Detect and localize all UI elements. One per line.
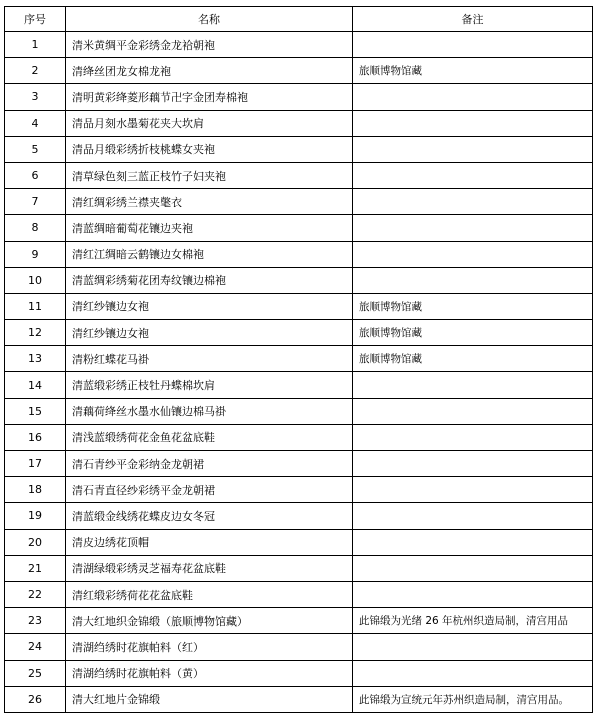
table-row <box>5 581 593 607</box>
row-name-cell: 清粉红蝶花马褂 <box>66 346 353 372</box>
row-name-cell: 清蓝缎彩绣正枝牡丹蝶棉坎肩 <box>66 372 353 398</box>
table-row <box>5 32 593 58</box>
row-name-cell: 清明黄彩绛菱形藕节卍字金团寿棉袍 <box>66 84 353 110</box>
row-name-cell: 清红缎彩绣荷花花盆底鞋 <box>66 581 353 607</box>
row-note-cell <box>353 424 593 450</box>
row-index-cell: 9 <box>5 241 66 267</box>
table-row <box>5 529 593 555</box>
row-note-cell: 此锦缎为光绪 26 年杭州织造局制，清宫用品 <box>353 608 593 634</box>
table-row <box>5 84 593 110</box>
row-name-cell: 清品月刻水墨菊花夹大坎肩 <box>66 110 353 136</box>
row-name-cell: 清大红地织金锦缎（旅顺博物馆藏） <box>66 608 353 634</box>
row-index-cell: 23 <box>5 608 66 634</box>
row-name-cell: 清红纱镶边女袍 <box>66 320 353 346</box>
table-body <box>5 32 593 713</box>
table-row <box>5 162 593 188</box>
row-note-cell: 旅顺博物馆藏 <box>353 58 593 84</box>
row-note-cell <box>353 136 593 162</box>
table-row <box>5 398 593 424</box>
row-note-cell <box>353 581 593 607</box>
row-name-cell: 清品月缎彩绣折枝桃蝶女夹袍 <box>66 136 353 162</box>
row-note-cell <box>353 241 593 267</box>
row-name-cell: 清米黄绸平金彩绣金龙袷朝袍 <box>66 32 353 58</box>
row-note-cell <box>353 162 593 188</box>
row-index-cell: 16 <box>5 424 66 450</box>
row-index-cell: 15 <box>5 398 66 424</box>
row-index-cell: 7 <box>5 189 66 215</box>
table-row <box>5 189 593 215</box>
header-name: 名称 <box>66 7 353 32</box>
table-row <box>5 136 593 162</box>
collection-table <box>4 6 593 713</box>
row-note-cell <box>353 555 593 581</box>
table-row <box>5 503 593 529</box>
row-index-cell: 1 <box>5 32 66 58</box>
row-name-cell: 清藕荷绛丝水墨水仙镶边棉马褂 <box>66 398 353 424</box>
row-index-cell: 13 <box>5 346 66 372</box>
row-note-cell <box>353 477 593 503</box>
row-name-cell: 清大红地片金锦缎 <box>66 686 353 712</box>
row-index-cell: 12 <box>5 320 66 346</box>
row-index-cell: 21 <box>5 555 66 581</box>
table-row <box>5 215 593 241</box>
table-row <box>5 555 593 581</box>
table-row <box>5 451 593 477</box>
table-row <box>5 477 593 503</box>
row-note-cell <box>353 267 593 293</box>
row-name-cell: 清湖绉绣时花旗帕料（黄） <box>66 660 353 686</box>
row-name-cell: 清石青纱平金彩纳金龙朝裙 <box>66 451 353 477</box>
row-note-cell: 旅顺博物馆藏 <box>353 346 593 372</box>
row-index-cell: 6 <box>5 162 66 188</box>
row-name-cell: 清草绿色刻三蓝正枝竹子妇夹袍 <box>66 162 353 188</box>
row-note-cell <box>353 529 593 555</box>
row-index-cell: 8 <box>5 215 66 241</box>
table-row <box>5 241 593 267</box>
row-note-cell <box>353 372 593 398</box>
row-index-cell: 26 <box>5 686 66 712</box>
header-row <box>5 7 593 32</box>
header-note: 备注 <box>353 7 593 32</box>
row-note-cell <box>353 32 593 58</box>
table-row <box>5 686 593 712</box>
table-row <box>5 346 593 372</box>
table-row <box>5 634 593 660</box>
table-row <box>5 372 593 398</box>
row-name-cell: 清蓝绸暗葡萄花镶边夹袍 <box>66 215 353 241</box>
row-note-cell <box>353 110 593 136</box>
row-index-cell: 17 <box>5 451 66 477</box>
row-name-cell: 清湖绉绣时花旗帕料（红） <box>66 634 353 660</box>
row-name-cell: 清红纱镶边女袍 <box>66 293 353 319</box>
table-row <box>5 660 593 686</box>
row-name-cell: 清红江绸暗云鹤镶边女棉袍 <box>66 241 353 267</box>
row-index-cell: 25 <box>5 660 66 686</box>
row-name-cell: 清蓝绸彩绣菊花团寿纹镶边棉袍 <box>66 267 353 293</box>
table-row <box>5 320 593 346</box>
row-index-cell: 3 <box>5 84 66 110</box>
row-index-cell: 10 <box>5 267 66 293</box>
row-index-cell: 2 <box>5 58 66 84</box>
row-note-cell <box>353 215 593 241</box>
row-note-cell <box>353 398 593 424</box>
row-index-cell: 20 <box>5 529 66 555</box>
row-note-cell <box>353 451 593 477</box>
row-name-cell: 清蓝缎金线绣花蝶皮边女冬冠 <box>66 503 353 529</box>
row-note-cell <box>353 503 593 529</box>
row-name-cell: 清石青直径纱彩绣平金龙朝裙 <box>66 477 353 503</box>
row-name-cell: 清浅蓝缎绣荷花金鱼花盆底鞋 <box>66 424 353 450</box>
table-row <box>5 608 593 634</box>
row-index-cell: 11 <box>5 293 66 319</box>
row-index-cell: 22 <box>5 581 66 607</box>
row-index-cell: 14 <box>5 372 66 398</box>
row-note-cell <box>353 189 593 215</box>
row-index-cell: 18 <box>5 477 66 503</box>
row-name-cell: 清红绸彩绣兰襟夹氅衣 <box>66 189 353 215</box>
table-row <box>5 424 593 450</box>
row-note-cell: 旅顺博物馆藏 <box>353 320 593 346</box>
table-row <box>5 110 593 136</box>
row-note-cell <box>353 634 593 660</box>
row-note-cell <box>353 84 593 110</box>
row-index-cell: 19 <box>5 503 66 529</box>
table-row <box>5 267 593 293</box>
row-name-cell: 清皮边绣花顶帽 <box>66 529 353 555</box>
table-row <box>5 58 593 84</box>
row-name-cell: 清绛丝团龙女棉龙袍 <box>66 58 353 84</box>
row-index-cell: 4 <box>5 110 66 136</box>
row-note-cell: 此锦缎为宣统元年苏州织造局制，清宫用品。 <box>353 686 593 712</box>
row-index-cell: 24 <box>5 634 66 660</box>
row-note-cell <box>353 660 593 686</box>
header-index: 序号 <box>5 7 66 32</box>
table-row <box>5 293 593 319</box>
row-name-cell: 清湖绿缎彩绣灵芝福寿花盆底鞋 <box>66 555 353 581</box>
row-note-cell: 旅顺博物馆藏 <box>353 293 593 319</box>
row-index-cell: 5 <box>5 136 66 162</box>
